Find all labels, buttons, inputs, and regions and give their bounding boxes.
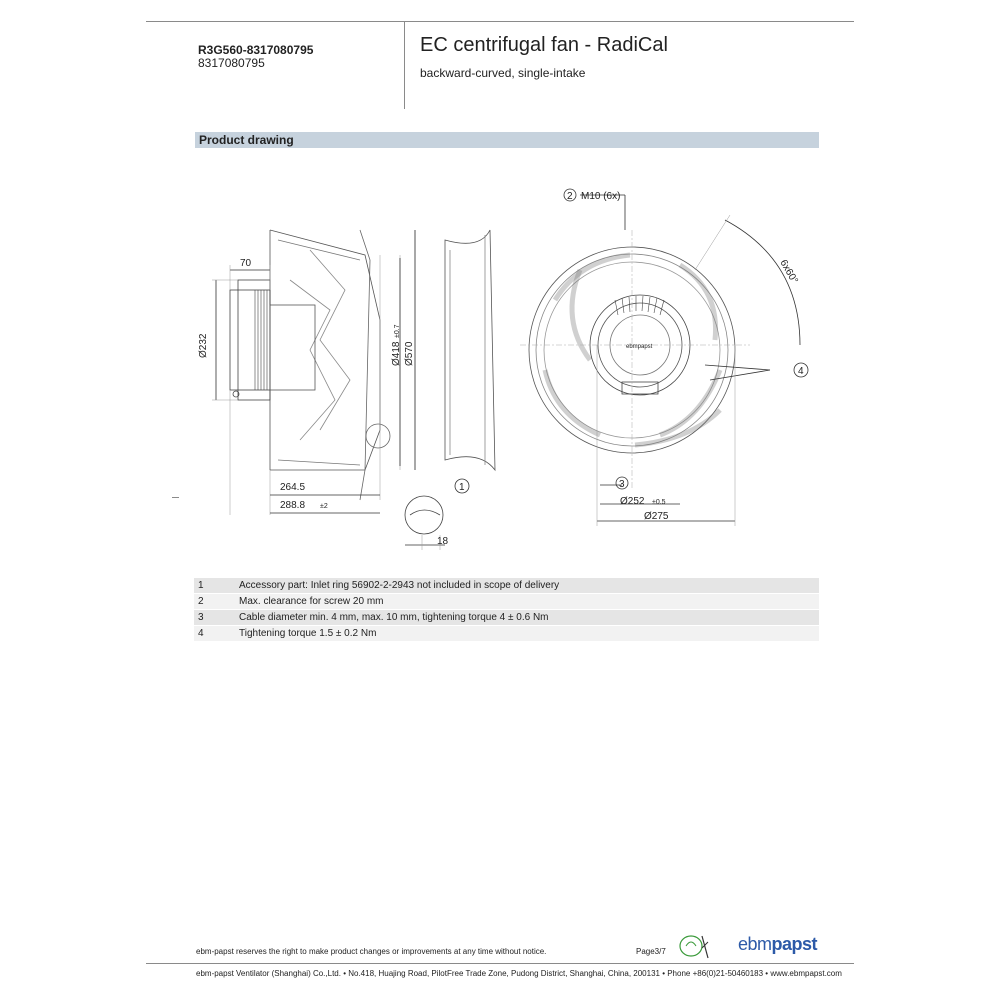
table-row (194, 610, 819, 626)
dim-70: 70 (240, 258, 252, 269)
dim-d275: Ø275 (644, 511, 669, 522)
product-drawing (160, 170, 840, 560)
table-row (194, 578, 819, 594)
greentech-badge-icon (678, 932, 714, 960)
note-text: Max. clearance for screw 20 mm (235, 594, 819, 610)
page-number: Page3/7 (636, 947, 666, 956)
dim-d232: Ø232 (198, 333, 209, 358)
m10-label: M10 (6x) (581, 191, 621, 202)
hub-logo: ebmpapst (626, 344, 653, 350)
section-title: Product drawing (199, 133, 294, 147)
page-title: EC centrifugal fan - RadiCal (420, 34, 668, 56)
dim-d418: Ø418 (391, 341, 402, 366)
dim-d570: Ø570 (404, 341, 415, 366)
dim-288-8-tolerance: ±2 (320, 503, 328, 510)
header-divider (404, 21, 405, 109)
page-subtitle: backward-curved, single-intake (420, 66, 586, 80)
note-text: Cable diameter min. 4 mm, max. 10 mm, tightening torque 4 ± 0.6 Nm (235, 610, 819, 626)
note-number: 3 (194, 610, 235, 626)
note-number: 4 (194, 626, 235, 642)
product-model: R3G560-8317080795 (198, 43, 314, 57)
table-row (194, 594, 819, 610)
section-bar (195, 132, 819, 148)
note-text: Accessory part: Inlet ring 56902-2-2943 not included in scope of delivery (235, 578, 819, 594)
dim-d252-tolerance: ±0.5 (652, 499, 666, 506)
header-top-rule (146, 21, 854, 22)
callout-3: 3 (619, 479, 625, 490)
brand-part-papst: papst (771, 934, 818, 954)
inlet-ring-view (405, 230, 495, 550)
brand-part-ebm: ebm (738, 934, 772, 954)
callout-1: 1 (459, 482, 465, 493)
note-number: 1 (194, 578, 235, 594)
dim-18: 18 (437, 536, 449, 547)
footer-rule (146, 963, 854, 964)
notes-table (194, 578, 819, 642)
brand-logo (738, 934, 817, 955)
callout-4: 4 (798, 366, 804, 377)
note-number: 2 (194, 594, 235, 610)
note-text: Tightening torque 1.5 ± 0.2 Nm (235, 626, 819, 642)
dim-d418-tolerance: ±0.7 (394, 324, 401, 338)
callout-2: 2 (567, 191, 573, 202)
company-address: ebm-papst Ventilator (Shanghai) Co.,Ltd. • No.418, Huajing Road, PilotFree Trade Zone, Pudong District, Shanghai, China, 200131 • Phone +86(0)21-50460183 • www.ebmpapst.com (196, 969, 842, 978)
dim-288-8: 288.8 (280, 500, 306, 511)
angle-label: 6x60° (777, 258, 800, 286)
front-view (520, 189, 808, 526)
side-view (212, 230, 415, 515)
dim-d252: Ø252 (620, 496, 645, 507)
product-code: 8317080795 (198, 56, 265, 70)
table-row (194, 626, 819, 642)
disclaimer: ebm-papst reserves the right to make product changes or improvements at any time without notice. (196, 947, 547, 956)
dim-264-5: 264.5 (280, 482, 306, 493)
